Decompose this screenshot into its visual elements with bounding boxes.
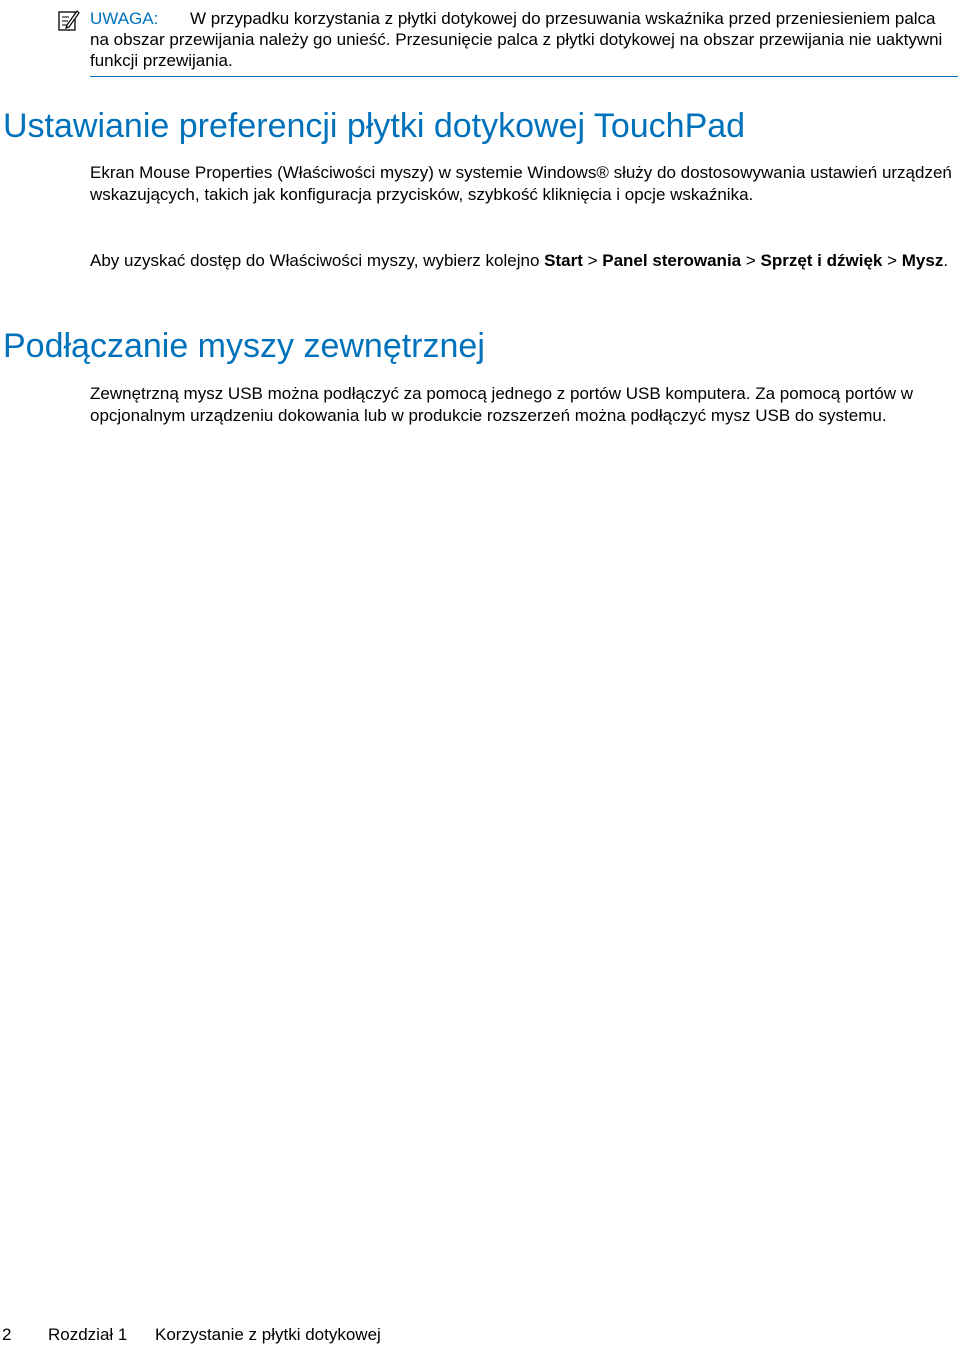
chapter-title: Korzystanie z płytki dotykowej <box>155 1325 381 1344</box>
section-heading-touchpad-preferences: Ustawianie preferencji płytki dotykowej TouchPad <box>3 107 746 145</box>
access-path-suffix: . <box>943 251 949 270</box>
path-separator: > <box>582 251 603 270</box>
page-number: 2 <box>2 1325 12 1344</box>
path-separator: > <box>741 251 761 270</box>
note-pencil-icon <box>58 8 80 32</box>
path-hardware-sound: Sprzęt i dźwięk <box>760 251 883 270</box>
path-mouse: Mysz <box>901 251 944 270</box>
paragraph-access-path <box>90 250 958 272</box>
section-heading-external-mouse: Podłączanie myszy zewnętrznej <box>3 327 485 365</box>
paragraph-mouse-properties: Ekran Mouse Properties (Właściwości myszy) w systemie Windows® służy do dostosowywania ustawień urządzeń wskazujących, takich jak konfiguracja przycisków, szybkość kliknięcia i opcje wskaźnika. <box>90 163 952 204</box>
path-separator: > <box>882 251 902 270</box>
paragraph-usb-mouse: Zewnętrzną mysz USB można podłączyć za pomocą jednego z portów USB komputera. Za pomocą portów w opcjonalnym urządzeniu dokowania lub w produkcie rozszerzeń można podłączyć mysz USB do systemu. <box>90 384 913 425</box>
note-text: W przypadku korzystania z płytki dotykowej do przesuwania wskaźnika przed przeniesieniem palca na obszar przewijania należy go unieść. Przesunięcie palca z płytki dotykowej na obszar przewijania nie uaktywni funkcji przewijania. <box>90 9 943 70</box>
access-path-prefix: Aby uzyskać dostęp do Właściwości myszy, wybierz kolejno <box>90 251 545 270</box>
path-control-panel: Panel sterowania <box>602 251 742 270</box>
note-label: UWAGA: <box>90 9 159 28</box>
chapter-label: Rozdział 1 <box>48 1325 128 1344</box>
note-divider <box>90 76 958 77</box>
path-start: Start <box>544 251 583 270</box>
